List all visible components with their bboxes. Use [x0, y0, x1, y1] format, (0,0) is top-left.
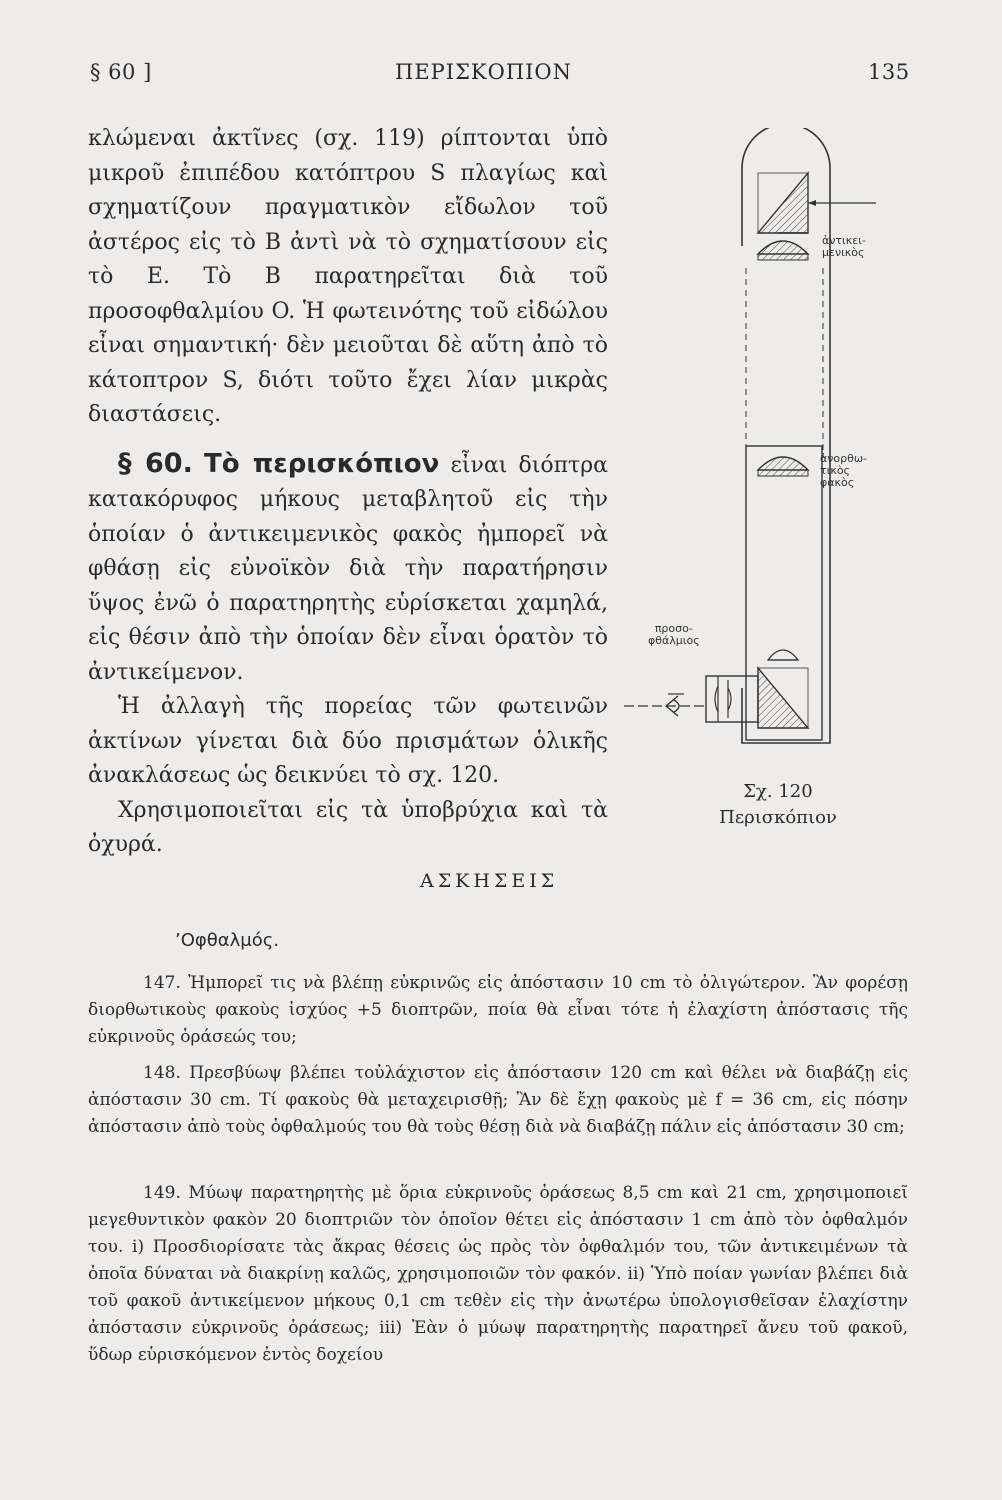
eyepiece-housing — [706, 676, 758, 722]
figure-caption-number: Σχ. 120 — [743, 781, 813, 802]
exercise-147: 147. Ἠμπορεῖ τις νὰ βλέπῃ εὐκρινῶς εἰς ἀπόστασιν 10 cm τὸ ὀλιγώτερον. Ἂν φορέσῃ διορθωτικοὺς φακοὺς ἰσχύος +5 διοπτρῶν, ποία θὰ εἶναι τότε ἡ ἐλαχίστη ἀπόστασις τῆς εὐκρινοῦς ὁράσεώς του; — [88, 973, 908, 1047]
objective-lens-label: ἀντικει- μενικὸς — [822, 234, 866, 259]
paragraph-usage: Χρησιμοποιεῖται εἰς τὰ ὑποβρύχια καὶ τὰ ὀχυρά. — [88, 797, 608, 857]
section-title: Τὸ περισκόπιον — [203, 448, 440, 479]
page-section-marker: § 60 ] — [90, 60, 152, 84]
section-60-paragraph — [88, 447, 608, 691]
periscope-figure — [618, 128, 938, 848]
exercises-heading: ΑΣΚΗΣΕΙΣ — [420, 870, 559, 892]
periscope-diagram — [618, 128, 938, 848]
paragraph-prisms: Ἡ ἀλλαγὴ τῆς πορείας τῶν φωτεινῶν ἀκτίνων γίνεται διὰ δύο πρισμάτων ὁλικῆς ἀνακλάσεως ὡς δεικνύει τὸ σχ. 120. — [88, 694, 608, 788]
exercises-subheading: ’Οφθαλμός. — [175, 930, 280, 951]
objective-lens — [758, 241, 808, 254]
lower-prism — [758, 668, 808, 728]
figure-caption-title: Περισκόπιον — [719, 807, 837, 828]
exercise-148: 148. Πρεσβύωψ βλέπει τοὐλάχιστον εἰς ἀπόστασιν 120 cm καὶ θέλει νὰ διαβάζῃ εἰς ἀπόστασιν 30 cm. Τί φακοὺς θὰ μεταχειρισθῇ; Ἂν δὲ ἔχῃ φακοὺς μὲ f = 36 cm, εἰς πόσην ἀπόστασιν ἀπὸ τοὺς ὀφθαλμούς του θὰ τοὺς θέσῃ διὰ νὰ διαβάζῃ πάλιν εἰς ἀπόστασιν 30 cm; — [88, 1063, 908, 1137]
running-title: ΠΕΡΙΣΚΟΠΙΟΝ — [395, 60, 573, 84]
erecting-lens — [758, 457, 808, 470]
exercise-149: 149. Μύωψ παρατηρητὴς μὲ ὅρια εὐκρινοῦς ὁράσεως 8,5 cm καὶ 21 cm, χρησιμοποιεῖ μεγεθυντικὸν φακὸν 20 διοπτριῶν τὸν ὁποῖον θέτει εἰς ἀπόστασιν 1 cm ἀπὸ τὸν ὀφθαλμόν του. i) Προσδιορίσατε τὰς ἄκρας θέσεις ὡς πρὸς τὸν ὀφθαλμόν του, τῶν ἀντικειμένων τὰ ὁποῖα δύναται νὰ διακρίνῃ καλῶς, χρησιμοποιῶν τὸν φακόν. ii) Ὑπὸ ποίαν γωνίαν βλέπει διὰ τοῦ φακοῦ ἀντικείμενον μήκους 0,1 cm τεθὲν εἰς τὴν ἀνωτέρω ὑπολογισθεῖσαν ἐλαχίστην ἀπόστασιν εὐκρινοῦς ὁράσεως; iii) Ἐὰν ὁ μύωψ παρατηρητὴς παρατηρεῖ ἄνευ τοῦ φακοῦ, ὕδωρ εὑρισκόμενον ἐντὸς δοχείου — [88, 1183, 908, 1365]
upper-prism — [758, 173, 808, 233]
erecting-lens-label: ἀνορθω- τικὸς φακὸς — [820, 452, 868, 489]
lower-lens — [768, 650, 798, 660]
paragraph-continuation: κλώμεναι ἀκτῖνες (σχ. 119) ρίπτονται ὑπὸ μικροῦ ἐπιπέδου κατόπτρου S πλαγίως καὶ σχηματίζουν πραγματικὸν εἴδωλον τοῦ ἀστέρος εἰς τὸ B ἀντὶ νὰ τὸ σχηματίσουν εἰς τὸ E. Τὸ B παρατηρεῖται διὰ τοῦ προσοφθαλμίου O. Ἡ φωτεινότης τοῦ εἰδώλου εἶναι σημαντική· δὲν μειοῦται δὲ αὕτη ἀπὸ τὸ κάτοπτρον S, διότι τοῦτο ἔχει λίαν μικρὰς διαστάσεις. — [88, 126, 608, 427]
page-number: 135 — [868, 60, 910, 84]
section-number: § 60. — [118, 447, 193, 479]
eyepiece-label: προσο- φθάλμιος — [648, 622, 700, 647]
main-text-column — [88, 122, 608, 863]
section-body: εἶναι διόπτρα κατακόρυφος μήκους μεταβλητοῦ εἰς τὴν ὁποίαν ὁ ἀντικειμενικὸς φακὸς ἠμπορεῖ νὰ φθάσῃ εἰς εὐνοϊκὸν διὰ τὴν παρατήρησιν ὕψος ἐνῶ ὁ παρατηρητὴς εὑρίσκεται χαμηλά, εἰς θέσιν ἀπὸ τὴν ὁποίαν δὲν εἶναι ὁρατὸν τὸ ἀντικείμενον. — [88, 452, 608, 685]
